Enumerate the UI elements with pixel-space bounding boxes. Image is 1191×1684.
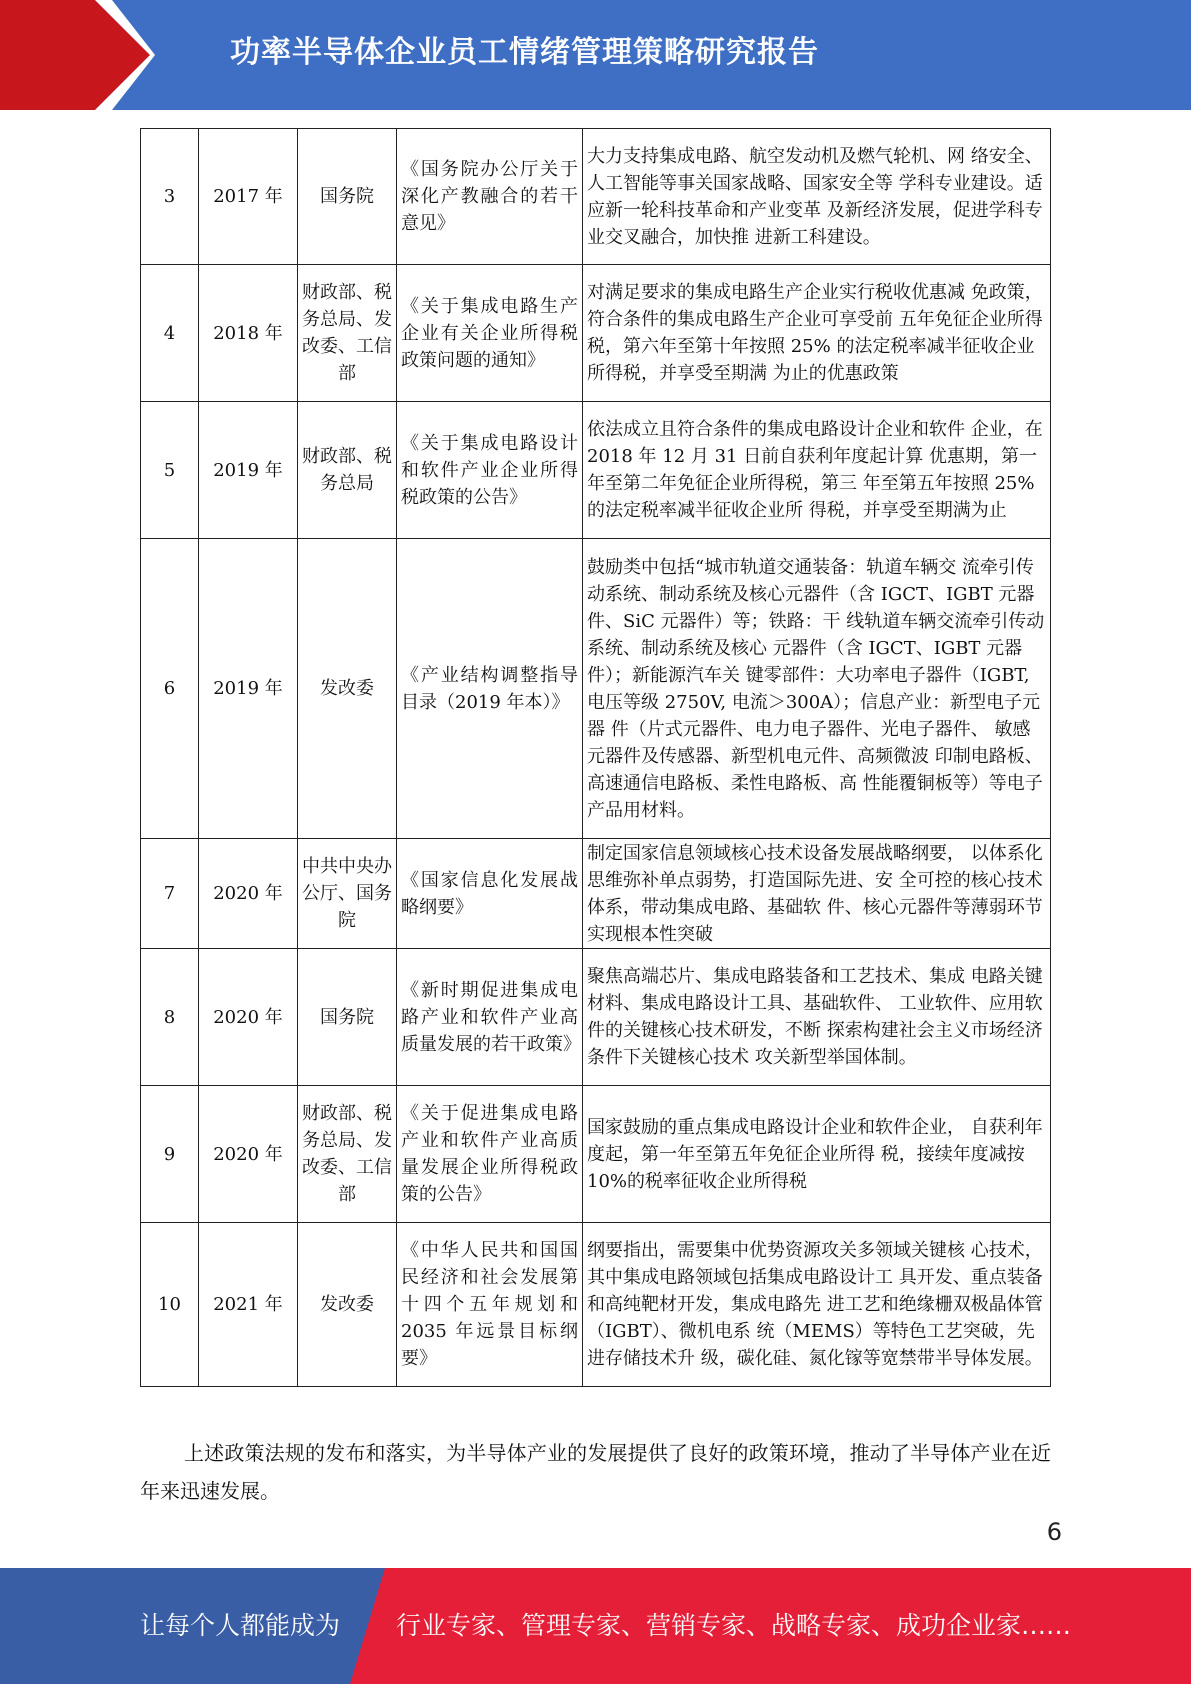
row-department: 中共中央办公厅、国务院 [298, 839, 397, 949]
header-red-arrow [0, 0, 150, 110]
table-row [141, 129, 1051, 265]
row-policy-name: 《国务院办公厅关于深化产教融合的若干意见》 [397, 129, 583, 265]
row-number: 9 [141, 1086, 199, 1223]
row-policy-name: 《关于集成电路生产企业有关企业所得税政策问题的通知》 [397, 265, 583, 402]
row-policy-name: 《产业结构调整指导目录（2019 年本）》 [397, 539, 583, 839]
table-row [141, 949, 1051, 1086]
row-policy-description: 聚焦高端芯片、集成电路装备和工艺技术、集成 电路关键材料、集成电路设计工具、基础软件、 工业软件、应用软件的关键核心技术研发，不断 探索构建社会主义市场经济条件下关键核心技术 攻关新型举国体制。 [583, 949, 1051, 1086]
row-year: 2020 年 [199, 1086, 298, 1223]
table-row [141, 839, 1051, 949]
row-year: 2021 年 [199, 1223, 298, 1387]
row-policy-description: 制定国家信息领域核心技术设备发展战略纲要， 以体系化思维弥补单点弱势，打造国际先进、安 全可控的核心技术体系，带动集成电路、基础软 件、核心元器件等薄弱环节实现根本性突破 [583, 839, 1051, 949]
row-department: 国务院 [298, 949, 397, 1086]
page-footer [0, 1568, 1191, 1684]
row-number: 3 [141, 129, 199, 265]
row-policy-name: 《关于集成电路设计和软件产业企业所得税政策的公告》 [397, 402, 583, 539]
body-paragraph: 上述政策法规的发布和落实，为半导体产业的发展提供了良好的政策环境，推动了半导体产业在近年来迅速发展。 [140, 1441, 1051, 1503]
row-number: 4 [141, 265, 199, 402]
row-year: 2020 年 [199, 949, 298, 1086]
footer-slogan-right: 行业专家、管理专家、营销专家、战略专家、成功企业家…… [396, 1611, 1072, 1640]
table-row [141, 1086, 1051, 1223]
row-policy-description: 纲要指出，需要集中优势资源攻关多领域关键核 心技术，其中集成电路领域包括集成电路设计工 具开发、重点装备和高纯靶材开发，集成电路先 进工艺和绝缘栅双极晶体管（IGBT）、微机电系 统（MEMS）等特色工艺突破，先进存储技术升 级，碳化硅、氮化镓等宽禁带半导体发展。 [583, 1223, 1051, 1387]
table-row [141, 402, 1051, 539]
row-policy-name: 《新时期促进集成电路产业和软件产业高质量发展的若干政策》 [397, 949, 583, 1086]
row-department: 发改委 [298, 539, 397, 839]
row-policy-description: 大力支持集成电路、航空发动机及燃气轮机、网 络安全、人工智能等事关国家战略、国家安全等 学科专业建设。适应新一轮科技革命和产业变革 及新经济发展，促进学科专业交叉融合，加快推 进新工科建设。 [583, 129, 1051, 265]
footer-slogan-left: 让每个人都能成为 [140, 1611, 341, 1640]
table-row [141, 1223, 1051, 1387]
row-policy-name: 《中华人民共和国国民经济和社会发展第十四个五年规划和 2035 年远景目标纲要》 [397, 1223, 583, 1387]
row-year: 2019 年 [199, 539, 298, 839]
row-number: 8 [141, 949, 199, 1086]
row-department: 发改委 [298, 1223, 397, 1387]
row-number: 7 [141, 839, 199, 949]
row-policy-name: 《关于促进集成电路产业和软件产业高质量发展企业所得税政策的公告》 [397, 1086, 583, 1223]
row-department: 财政部、税务总局、发改委、工信部 [298, 265, 397, 402]
row-policy-description: 国家鼓励的重点集成电路设计企业和软件企业， 自获利年度起，第一年至第五年免征企业所得 税，接续年度减按 10%的税率征收企业所得税 [583, 1086, 1051, 1223]
table-row [141, 539, 1051, 839]
row-policy-name: 《国家信息化发展战略纲要》 [397, 839, 583, 949]
row-year: 2018 年 [199, 265, 298, 402]
report-title: 功率半导体企业员工情绪管理策略研究报告 [230, 35, 819, 70]
row-policy-description: 鼓励类中包括“城市轨道交通装备：轨道车辆交 流牵引传动系统、制动系统及核心元器件（含 IGCT、IGBT 元器件、SiC 元器件）等；铁路：干 线轨道车辆交流牵引传动系统、制动系统及核心 元器件（含 IGCT、IGBT 元器件）；新能源汽车关 键零部件：大功率电子器件（IGBT, 电压等级 2750V, 电流＞300A）；信息产业：新型电子元器 件（片式元器件、电力电子器件、光电子器件、 敏感元器件及传感器、新型机电元件、高频微波 印制电路板、高速通信电路板、柔性电路板、高 性能覆铜板等）等电子产品用材料。 [583, 539, 1051, 839]
row-year: 2017 年 [199, 129, 298, 265]
row-department: 财政部、税务总局、发改委、工信部 [298, 1086, 397, 1223]
row-department: 财政部、税务总局 [298, 402, 397, 539]
row-department: 国务院 [298, 129, 397, 265]
row-number: 10 [141, 1223, 199, 1387]
row-policy-description: 依法成立且符合条件的集成电路设计企业和软件 企业，在 2018 年 12 月 31 日前自获利年度起计算 优惠期，第一年至第二年免征企业所得税，第三 年至第五年按照 25%的法定税率减半征收企业所 得税，并享受至期满为止 [583, 402, 1051, 539]
row-number: 5 [141, 402, 199, 539]
row-policy-description: 对满足要求的集成电路生产企业实行税收优惠减 免政策，符合条件的集成电路生产企业可享受前 五年免征企业所得税，第六年至第十年按照 25% 的法定税率减半征收企业所得税，并享受至期满 为止的优惠政策 [583, 265, 1051, 402]
page-number: 6 [1046, 1518, 1062, 1546]
row-number: 6 [141, 539, 199, 839]
row-year: 2019 年 [199, 402, 298, 539]
row-year: 2020 年 [199, 839, 298, 949]
page-header [0, 0, 1191, 110]
policy-table [140, 128, 1051, 1387]
table-row [141, 265, 1051, 402]
